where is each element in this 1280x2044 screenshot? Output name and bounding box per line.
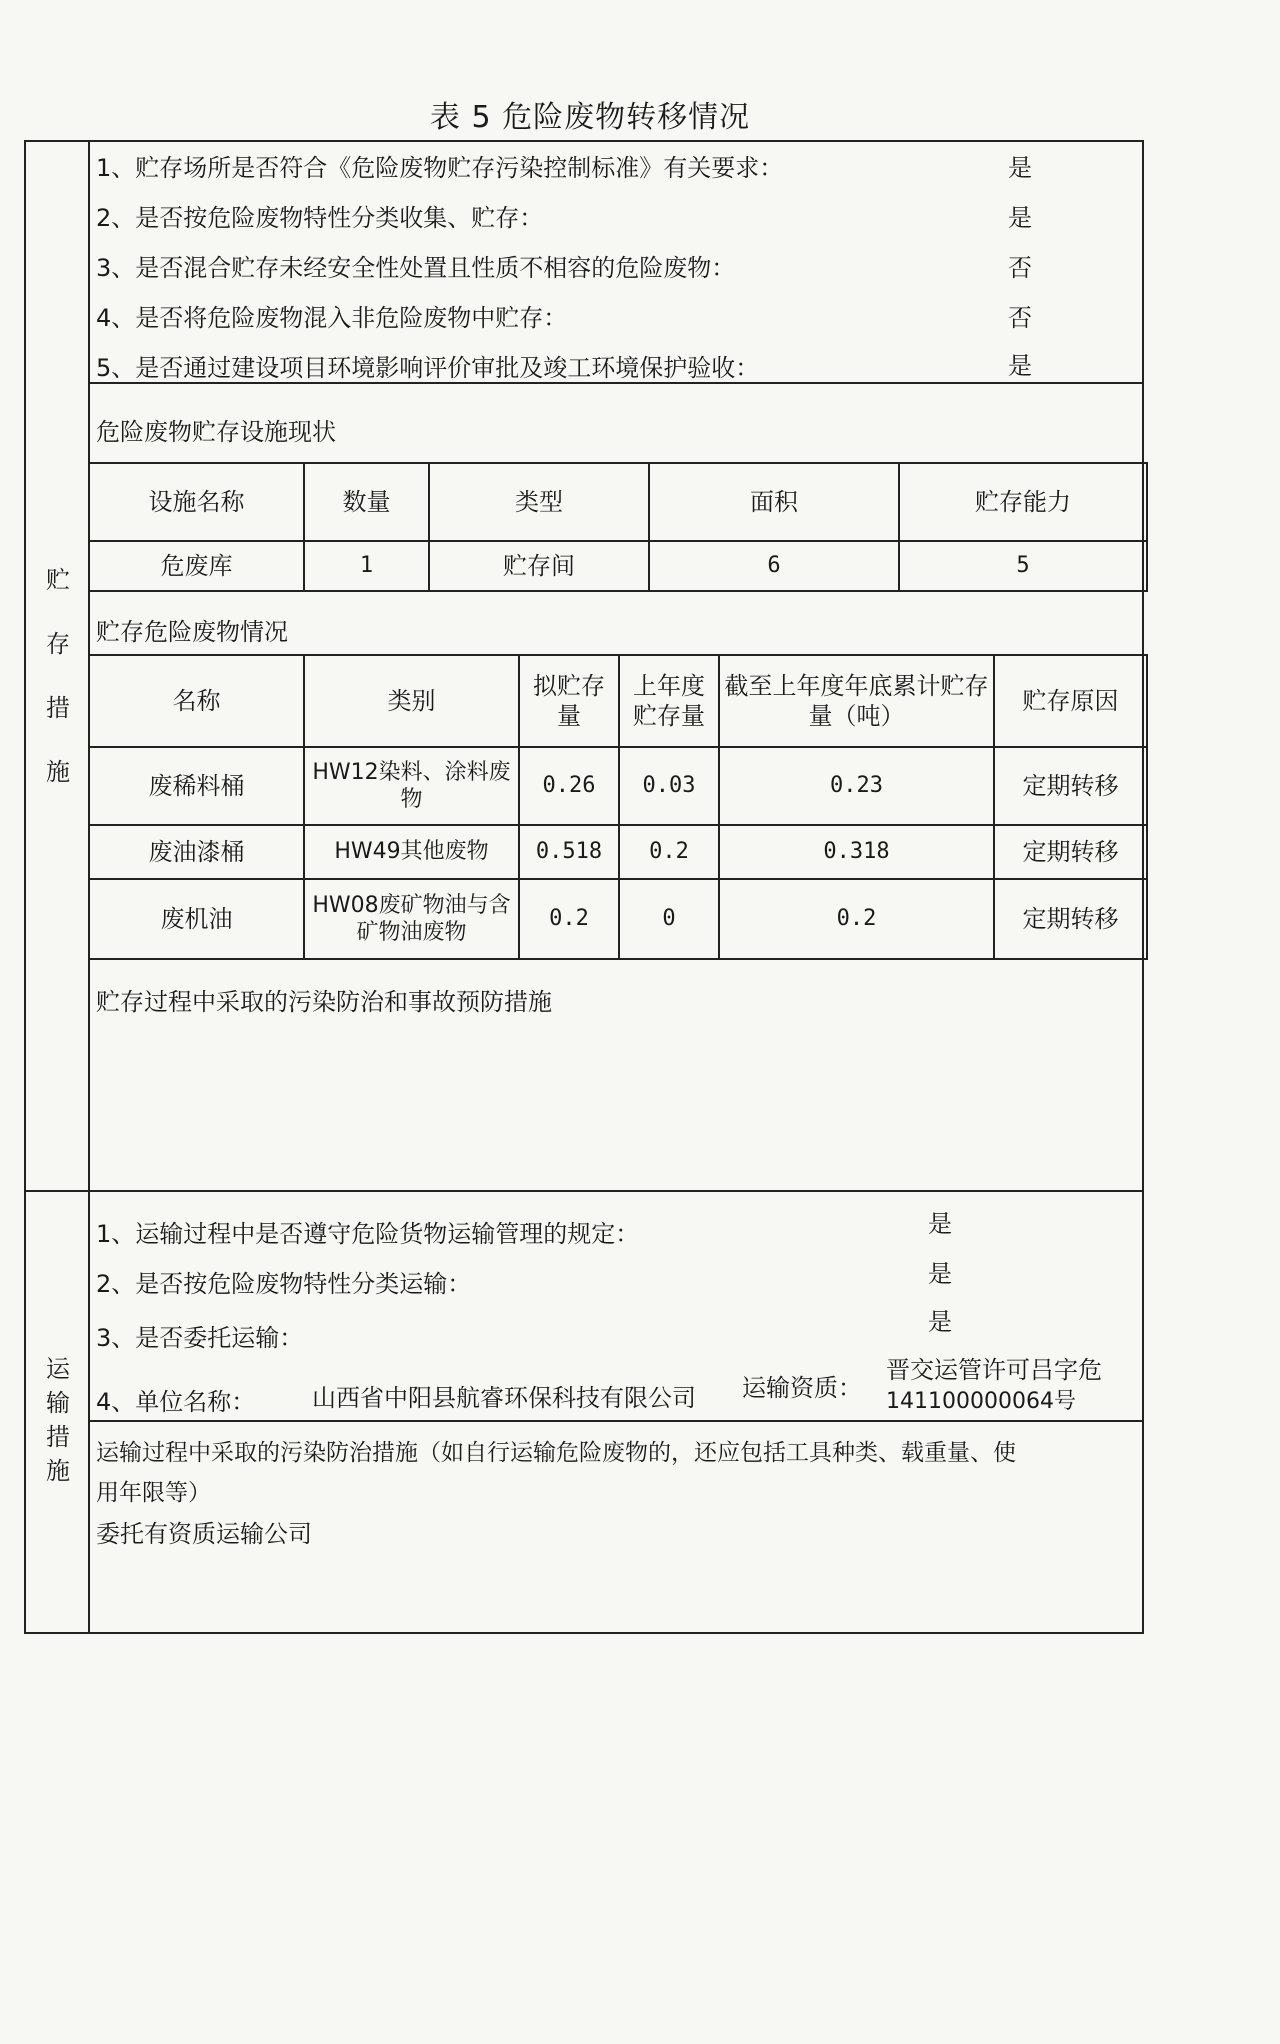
- transport-question-2: 2、是否按危险废物特性分类运输：: [96, 1270, 472, 1298]
- facility-header-count: 数量: [304, 463, 429, 541]
- transport-qual-value-2: 141100000064号: [886, 1389, 1076, 1414]
- waste-header-category: 类别: [304, 655, 519, 747]
- transport-question-3: 3、是否委托运输：: [96, 1324, 304, 1352]
- waste-header-planned: 拟贮存量: [519, 655, 619, 747]
- facility-cell-capacity: 5: [899, 541, 1147, 591]
- facility-cell-count: 1: [304, 541, 429, 591]
- divider-after-questions: [88, 382, 1144, 384]
- storage-answer-5: 是: [1008, 352, 1032, 380]
- storage-answer-1: 是: [1008, 154, 1032, 182]
- storage-side-label: 贮 存 措 施: [46, 566, 70, 786]
- transport-answer-2: 是: [928, 1260, 952, 1288]
- waste-heading: 贮存危险废物情况: [96, 618, 288, 646]
- transport-answer-1: 是: [928, 1210, 952, 1238]
- facility-cell-area: 6: [649, 541, 899, 591]
- transport-answer-3: 是: [928, 1308, 952, 1336]
- section-divider: [24, 1190, 1144, 1192]
- waste-header-name: 名称: [89, 655, 304, 747]
- facility-header-capacity: 贮存能力: [899, 463, 1147, 541]
- facility-table: [88, 462, 1148, 592]
- storage-question-4: 4、是否将危险废物混入非危险废物中贮存：: [96, 304, 568, 332]
- storage-question-1: 1、贮存场所是否符合《危险废物贮存污染控制标准》有关要求：: [96, 154, 784, 182]
- storage-answer-2: 是: [1008, 204, 1032, 232]
- transport-qual-label: 运输资质：: [742, 1374, 862, 1402]
- transport-measures-heading-line-1: 运输过程中采取的污染防治措施（如自行运输危险废物的，还应包括工具种类、载重量、使: [96, 1440, 1016, 1466]
- storage-answer-3: 否: [1008, 254, 1032, 282]
- transport-measures-text: 委托有资质运输公司: [96, 1520, 312, 1548]
- transport-unit-name: 山西省中阳县航睿环保科技有限公司: [312, 1384, 696, 1412]
- transport-unit-label: 4、单位名称：: [96, 1388, 256, 1416]
- storage-question-3: 3、是否混合贮存未经安全性处置且性质不相容的危险废物：: [96, 254, 736, 282]
- waste-header-last-year: 上年度贮存量: [619, 655, 719, 747]
- waste-header-reason: 贮存原因: [994, 655, 1147, 747]
- transport-qual-value-1: 晋交运管许可吕字危: [886, 1356, 1102, 1384]
- facility-header-type: 类型: [429, 463, 649, 541]
- facility-cell-type: 贮存间: [429, 541, 649, 591]
- table-row: 废机油 HW08废矿物油与含矿物油废物 0.2 0 0.2 定期转移: [89, 879, 1147, 959]
- facility-header-name: 设施名称: [89, 463, 304, 541]
- waste-table: [88, 654, 1148, 960]
- storage-measures-heading: 贮存过程中采取的污染防治和事故预防措施: [96, 988, 552, 1016]
- transport-measures-heading-line-2: 用年限等）: [96, 1480, 211, 1506]
- divider-transport-measures: [88, 1420, 1144, 1422]
- transport-question-1: 1、运输过程中是否遵守危险货物运输管理的规定：: [96, 1220, 640, 1248]
- table-row: 废油漆桶 HW49其他废物 0.518 0.2 0.318 定期转移: [89, 825, 1147, 879]
- facility-cell-name: 危废库: [89, 541, 304, 591]
- storage-answer-4: 否: [1008, 304, 1032, 332]
- storage-question-5: 5、是否通过建设项目环境影响评价审批及竣工环境保护验收：: [96, 354, 760, 382]
- facility-header-area: 面积: [649, 463, 899, 541]
- table-row: 废稀料桶 HW12染料、涂料废物 0.26 0.03 0.23 定期转移: [89, 747, 1147, 825]
- document-title: 表 5 危险废物转移情况: [429, 100, 751, 135]
- facility-heading: 危险废物贮存设施现状: [96, 418, 336, 446]
- storage-question-2: 2、是否按危险废物特性分类收集、贮存：: [96, 204, 544, 232]
- transport-side-label: 运 输 措 施: [46, 1355, 70, 1485]
- waste-header-cumulative: 截至上年度年底累计贮存量（吨）: [719, 655, 994, 747]
